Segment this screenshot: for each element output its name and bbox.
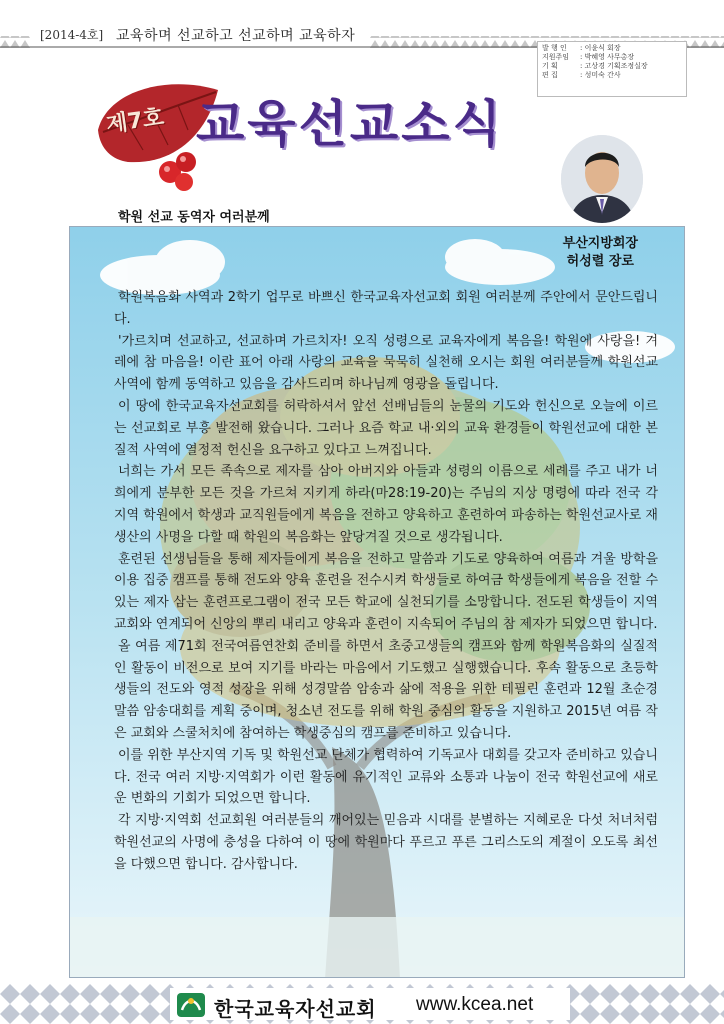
masthead-row: 기 획 : 고상경 기획조정실장 <box>542 62 648 70</box>
paragraph: 훈련된 선생님들을 통해 제자들에게 복음을 전하고 말씀과 기도로 양육하여 여름과 겨울 방학을 이용 집중 캠프를 통해 전도와 양육 훈련을 전수시켜 학생들로 하여금 학생들에게 복음을 전할 수 있는 제자 삼는 훈련프로그램이 전국 모든 학교에 실천되기를 소망합니다. 전도된 학생들이 지역교회와 연계되어 신앙의 뿌리 내리고 양육과 훈련이 지속되어 주님의 참 제자가 되었으면 합니다. <box>114 551 658 632</box>
footer-url: www.kcea.net <box>416 994 534 1015</box>
organization-emblem-icon <box>176 992 206 1018</box>
article-intro: 학원 선교 동역자 여러분께 <box>118 210 270 225</box>
paragraph: '가르치며 선교하고, 선교하며 가르치자! 오직 성령으로 교육자에게 복음을! 학원에 사랑을! 겨레에 참 마음을! 이란 표어 아래 사랑의 교육을 묵묵히 실천해 오시는 회원 여러분들께 학원선교 사역에 함께 동역하고 있음을 감사드리며 하나님께 영광을 돌립니다. <box>114 333 658 393</box>
footer-organization: 한국교육자선교회 <box>214 997 377 1021</box>
article-box <box>69 226 685 978</box>
masthead-row: 발 행 인 : 이윤식 회장 <box>542 44 621 52</box>
masthead-box <box>537 41 687 97</box>
paragraph: 학원복음화 사역과 2학기 업무로 바쁘신 한국교육자선교회 회원 여러분께 주안에서 문안드립니다. <box>114 290 658 327</box>
author-name: 허성렬 장로 <box>566 254 634 269</box>
masthead-row: 편 집 : 성미숙 간사 <box>542 71 621 79</box>
edition-label: [2014-4호] <box>40 28 104 42</box>
paragraph: 올 여름 제71회 전국여름연찬회 준비를 하면서 초중고생들의 캠프와 함께 학원복음화의 실질적인 활동이 비전으로 보여 지기를 바라는 마음에서 기도했고 실행했습니다. 후속 활동으로 초등학생들의 전도와 영적 성장을 위해 성경말씀 암송과 삶에 적용을 위한 테필린 훈련과 12월 초순경 말씀 암송대회를 계획 중이며, 청소년 전도를 위해 학원 중심의 활동을 지원하고 2015년 여름 작은 교회와 스쿨처치에 참여하는 학생중심의 캠프를 준비하고 있습니다. <box>114 638 658 741</box>
slogan: 교육하며 선교하고 선교하며 교육하자 <box>116 28 356 44</box>
paragraph: 각 지방·지역회 선교회원 여러분들의 깨어있는 믿음과 시대를 분별하는 지혜로운 다섯 처녀처럼 학원선교의 사명에 충성을 다하여 이 땅에 학원마다 푸르고 푸른 그리스도의 계절이 오도록 최선을 다했으면 합니다. 감사합니다. <box>114 813 658 872</box>
paragraph: 이 땅에 한국교육자선교회를 허락하셔서 앞선 선배님들의 눈물의 기도와 헌신으로 오늘에 이르는 선교회로 부흥 발전해 왔습니다. 그러나 요즘 학교 내·외의 교육 환경들이 학원선교에 대한 본질적 사역에 열정적 헌신을 요구하고 있다고 느껴집니다. <box>114 398 658 458</box>
article-body <box>114 287 658 876</box>
newsletter-title: 교육선교소식 <box>196 95 504 153</box>
author-block <box>563 235 638 271</box>
paragraph: 너희는 가서 모든 족속으로 제자를 삼아 아버지와 아들과 성령의 이름으로 세례를 주고 내가 너희에게 분부한 모든 것을 가르쳐 지키게 하라(마28:19-20)는 주님의 지상 명령에 따라 전국 각 지역 학원에서 학생과 교직원들에게 복음을 전하고 양육하고 훈련하여 파송하는 학원선교사로 재생산의 사명을 다할 때 학원의 복음화는 앞당겨질 것으로 생각됩니다. <box>114 464 658 545</box>
masthead-row: 지원주임 : 박혜영 사무총장 <box>542 53 635 61</box>
paragraph: 이를 위한 부산지역 기독 및 학원선교 단체가 협력하여 기독교사 대회를 갖고자 준비하고 있습니다. 전국 여러 지방·지역회가 이런 활동에 유기적인 교류와 소통과 나눔이 전국 학원선교에 새로운 변화의 기회가 되었으면 합니다. <box>114 747 658 807</box>
author-org: 부산지방회장 <box>562 236 638 251</box>
issue-number: 제7호 <box>104 105 166 138</box>
author-portrait <box>561 135 643 223</box>
